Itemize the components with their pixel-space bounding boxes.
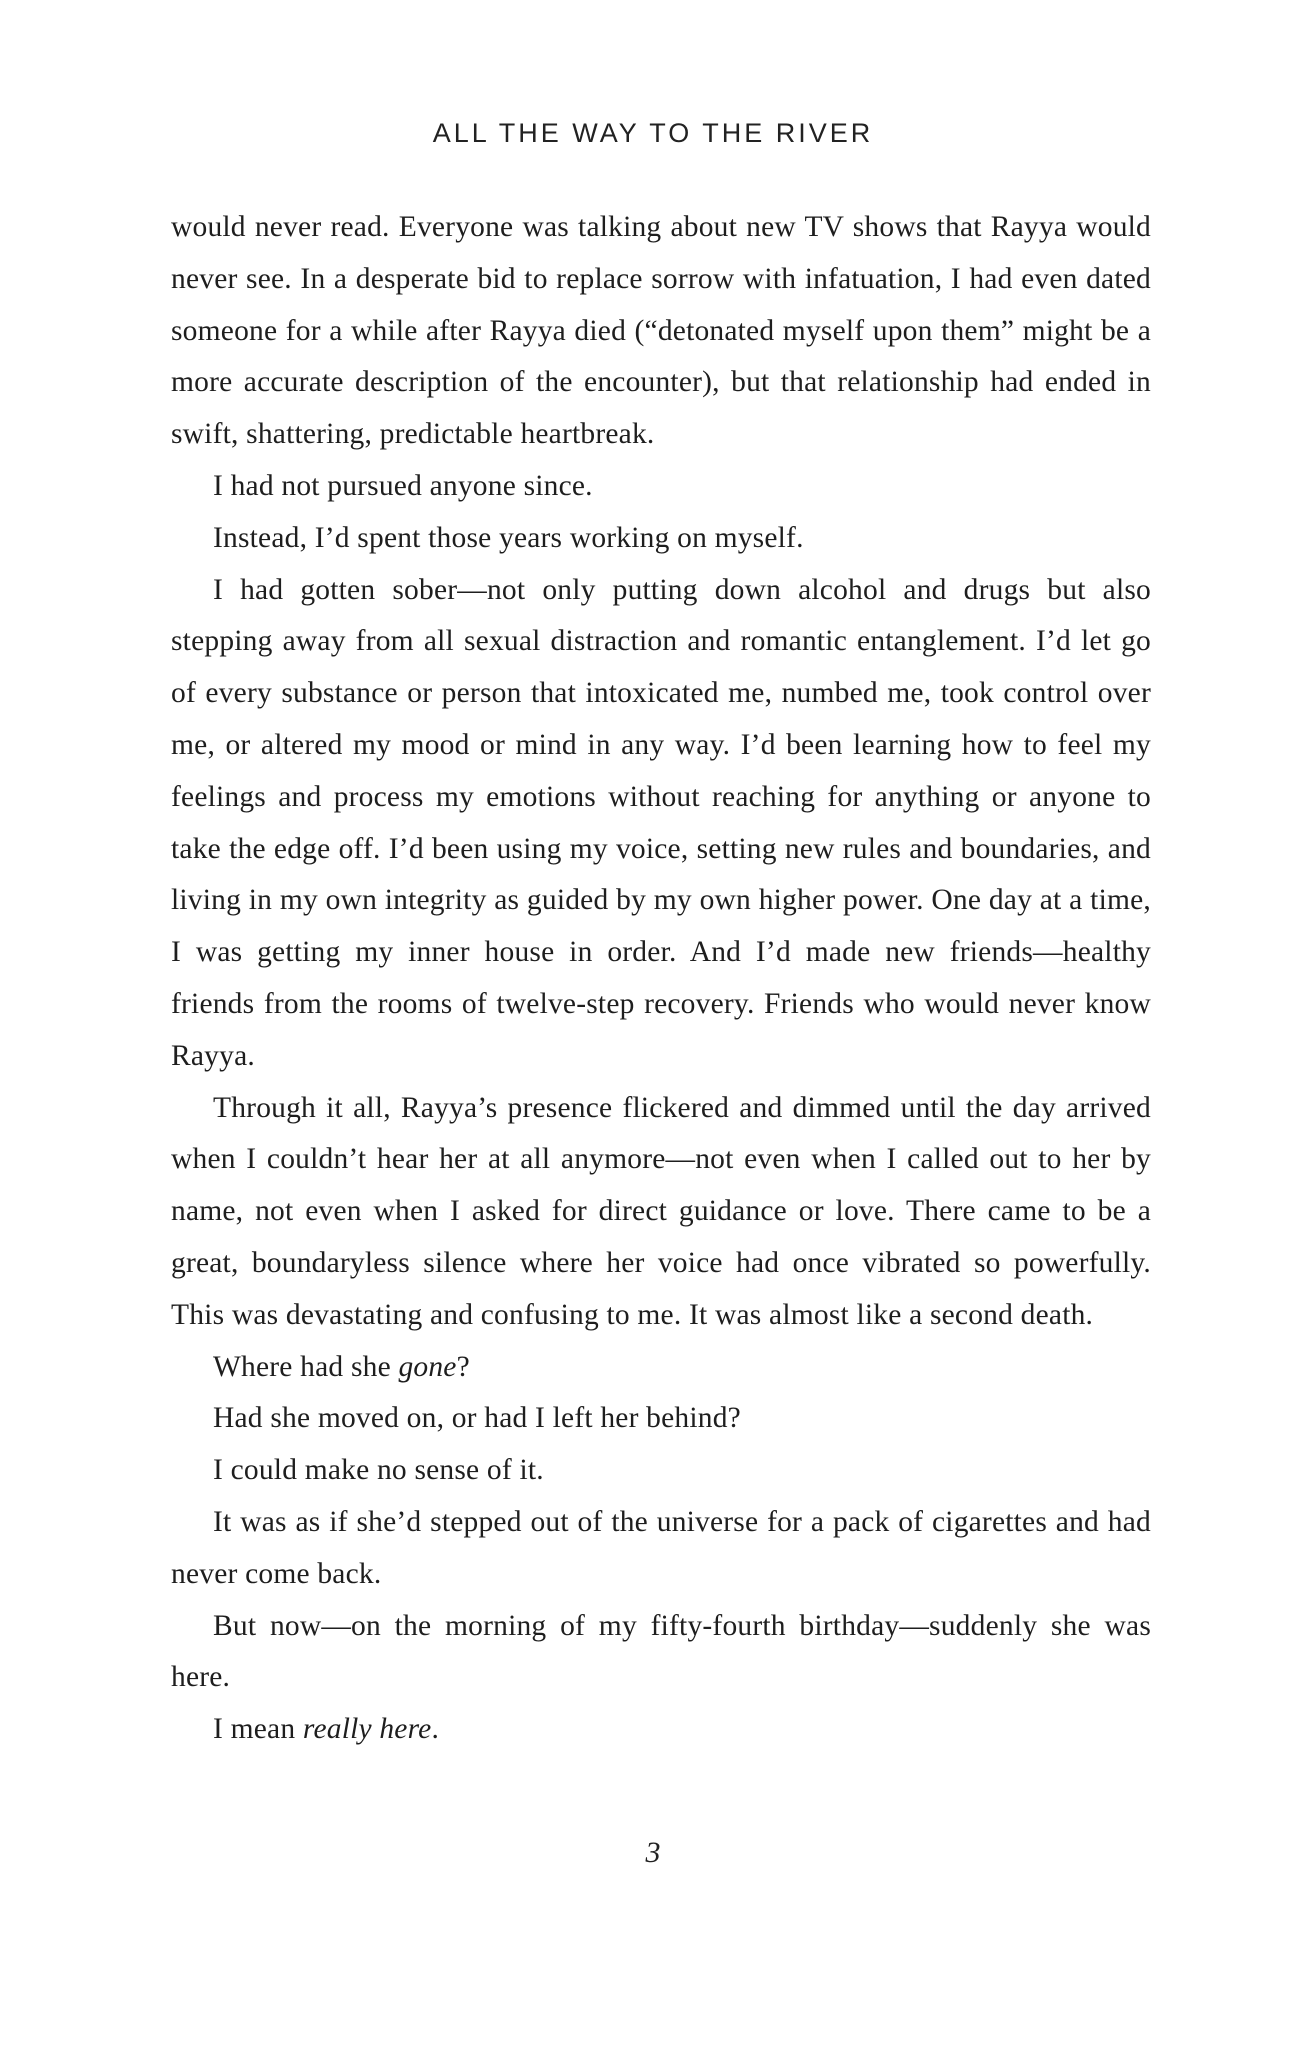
- paragraph: Through it all, Rayya’s presence flickered and dimmed until the day arrived when I couldn’t hear her at all anymore—not even when I called out to her by name, not even when I asked for direct guidance or love. There came to be a great, boundaryless silence where her voice had once vibrated so powerfully. This was devastating and confusing to me. It was almost like a second death.: [171, 1091, 1151, 1331]
- italic-emphasis: really here: [302, 1713, 432, 1746]
- paragraph: Had she moved on, or had I left her behind?: [213, 1402, 741, 1435]
- paragraph: I could make no sense of it.: [213, 1454, 544, 1487]
- paragraph-text: Where had she: [213, 1350, 399, 1383]
- paragraph-text: ?: [456, 1350, 470, 1383]
- paragraph: But now—on the morning of my fifty-fourth birthday—suddenly she was here.: [171, 1609, 1151, 1694]
- body-text: [171, 202, 1151, 1756]
- running-head: ALL THE WAY TO THE RIVER: [432, 118, 874, 148]
- paragraph-text: I mean: [213, 1713, 303, 1746]
- paragraph: [171, 1342, 1151, 1394]
- paragraph: I had gotten sober—not only putting down alcohol and drugs but also stepping away from all sexual distraction and romantic entanglement. I’d let go of every substance or person that intoxicated me, numbed me, took control over me, or altered my mood or mind in any way. I’d been learning how to feel my feelings and process my emotions without reaching for anything or anyone to take the edge off. I’d been using my voice, setting new rules and boundaries, and living in my own integrity as guided by my own higher power. One day at a time, I was getting my inner house in order. And I’d made new friends—healthy friends from the rooms of twelve-step recovery. Friends who would never know Rayya.: [171, 573, 1151, 1072]
- paragraph: Instead, I’d spent those years working on myself.: [213, 521, 804, 554]
- paragraph: I had not pursued anyone since.: [213, 469, 593, 502]
- page-number: 3: [645, 1836, 661, 1869]
- italic-emphasis: gone: [398, 1350, 457, 1383]
- paragraph: would never read. Everyone was talking about new TV shows that Rayya would never see. In a desperate bid to replace sorrow with infatuation, I had even dated someone for a while after Rayya died (“detonated myself upon them” might be a more accurate description of the encounter), but that relationship had ended in swift, shattering, predictable heartbreak.: [171, 211, 1151, 451]
- paragraph-text: .: [431, 1713, 440, 1746]
- paragraph: It was as if she’d stepped out of the universe for a pack of cigarettes and had never come back.: [171, 1505, 1151, 1590]
- paragraph: [171, 1704, 1151, 1756]
